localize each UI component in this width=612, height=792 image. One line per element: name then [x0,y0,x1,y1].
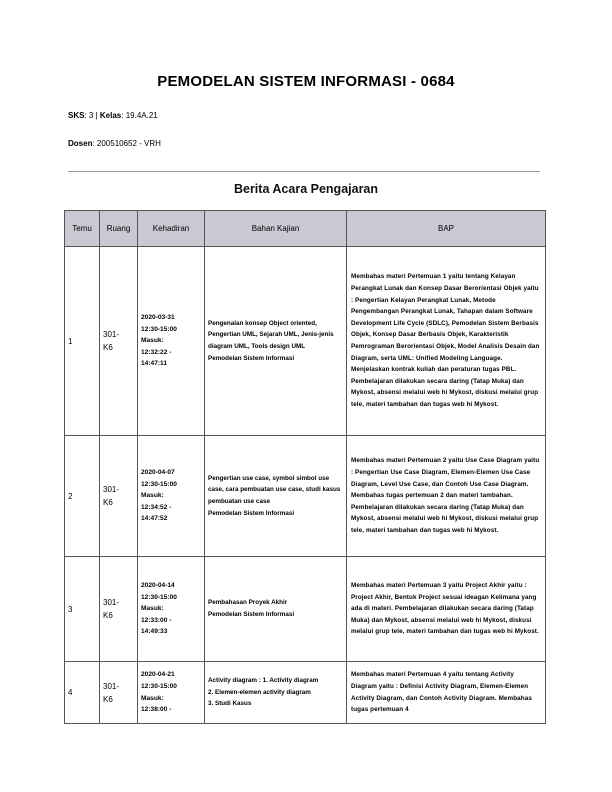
cell-bap: Membahas materi Pertemuan 4 yaitu tentang Activity Diagram yaitu : Definisi Activity Diagram, Elemen-Elemen Activity Diagram, dan Contoh Activity Diagram. Membahas tugas pertemuan 4 [347,662,546,724]
cell-ruang: 301- K6 [100,436,138,557]
cell-bahan-kajian: Pengenalan konsep Object oriented, Pengertian UML, Sejarah UML, Jenis-jenis diagram UML, Tools design UML Pemodelan Sistem Informasi [205,247,347,436]
cell-kehadiran: 2020-04-07 12:30-15:00 Masuk: 12:34:52 - 14:47:52 [138,436,205,557]
cell-bap: Membahas materi Pertemuan 1 yaitu tentang Kelayan Perangkat Lunak dan Konsep Dasar Berorientasi Objek yaitu : Pengertian Kelayan Perangkat Lunak, Metode Pengembangan Perangkat Lunak, Tahapan dalam Software Development Life Cycle (SDLC), Pemodelan Sistem Berbasis Objek, Konsep Dasar Berbasis Objek, Karakteristik Pemrograman Berorientasi Objek, Model Analisis Desain dan Diagram, serta UML: Unified Modeling Language. Menjelaskan kontrak kuliah dan peraturan tugas PBL. Pembelajaran dilakukan secara daring (Tatap Muka) dan Mykost, absensi melalui web hi Mykost, diskusi melalui grup tele, materi tambahan dan tugas web hi Mykost. [347,247,546,436]
meta-separator: | [95,111,98,120]
header-kehadiran: Kehadiran [138,211,205,247]
cell-kehadiran: 2020-04-21 12:30-15:00 Masuk: 12:38:00 - [138,662,205,724]
table-row [65,662,546,724]
table-row [65,557,546,662]
header-temu: Temu [65,211,100,247]
header-ruang: Ruang [100,211,138,247]
header-bahan-kajian: Bahan Kajian [205,211,347,247]
cell-temu: 3 [65,557,100,662]
table-row [65,247,546,436]
course-title: PEMODELAN SISTEM INFORMASI - 0684 [157,73,455,90]
cell-bahan-kajian: Pembahasan Proyek Akhir Pemodelan Sistem Informasi [205,557,347,662]
meta-dosen [68,139,161,148]
cell-ruang: 301- K6 [100,557,138,662]
dosen-value: : 200510652 - VRH [92,139,161,148]
kelas-label: Kelas [99,111,122,120]
sks-value: : 3 [84,111,94,120]
cell-kehadiran: 2020-04-14 12:30-15:00 Masuk: 12:33:00 - 14:49:33 [138,557,205,662]
cell-bahan-kajian: Pengertian use case, symbol simbol use case, cara pembuatan use case, studi kasus pembuatan use case Pemodelan Sistem Informasi [205,436,347,557]
header-bap: BAP [347,211,546,247]
cell-temu: 4 [65,662,100,724]
cell-ruang: 301- K6 [100,247,138,436]
cell-temu: 1 [65,247,100,436]
cell-bahan-kajian: Activity diagram : 1. Activity diagram 2. Elemen-elemen activity diagram 3. Studi Kasus [205,662,347,724]
cell-kehadiran: 2020-03-31 12:30-15:00 Masuk: 12:32:22 - 14:47:11 [138,247,205,436]
bap-table [64,210,546,724]
section-title: Berita Acara Pengajaran [233,182,379,196]
divider [68,171,540,172]
cell-bap: Membahas materi Pertemuan 2 yaitu Use Case Diagram yaitu : Pengertian Use Case Diagram, Elemen-Elemen Use Case Diagram, Level Use Case, dan Contoh Use Case Diagram. Membahas tugas pertemuan 2 dan materi tambahan. Pembelajaran dilakukan secara daring (Tatap Muka) dan Mykost, absensi melalui web hi Mykost, diskusi melalui grup tele, materi tambahan dan tugas web hi Mykost. [347,436,546,557]
kelas-value: : 19.4A.21 [121,111,158,120]
cell-temu: 2 [65,436,100,557]
dosen-label: Dosen [68,139,93,148]
cell-bap: Membahas materi Pertemuan 3 yaitu Project Akhir yaitu : Project Akhir, Bentuk Project sesuai ideagan Kelimana yang ada di materi. Pembelajaran dilakukan secara daring (Tatap Muka) dan Mykost, absensi melalui web hi Mykost, diskusi melalui grup tele, materi tambahan dan tugas web hi Mykost. [347,557,546,662]
meta-sks-kelas [68,111,158,120]
sks-label: SKS [68,111,85,120]
table-header-row [65,211,546,247]
table-row [65,436,546,557]
cell-ruang: 301- K6 [100,662,138,724]
